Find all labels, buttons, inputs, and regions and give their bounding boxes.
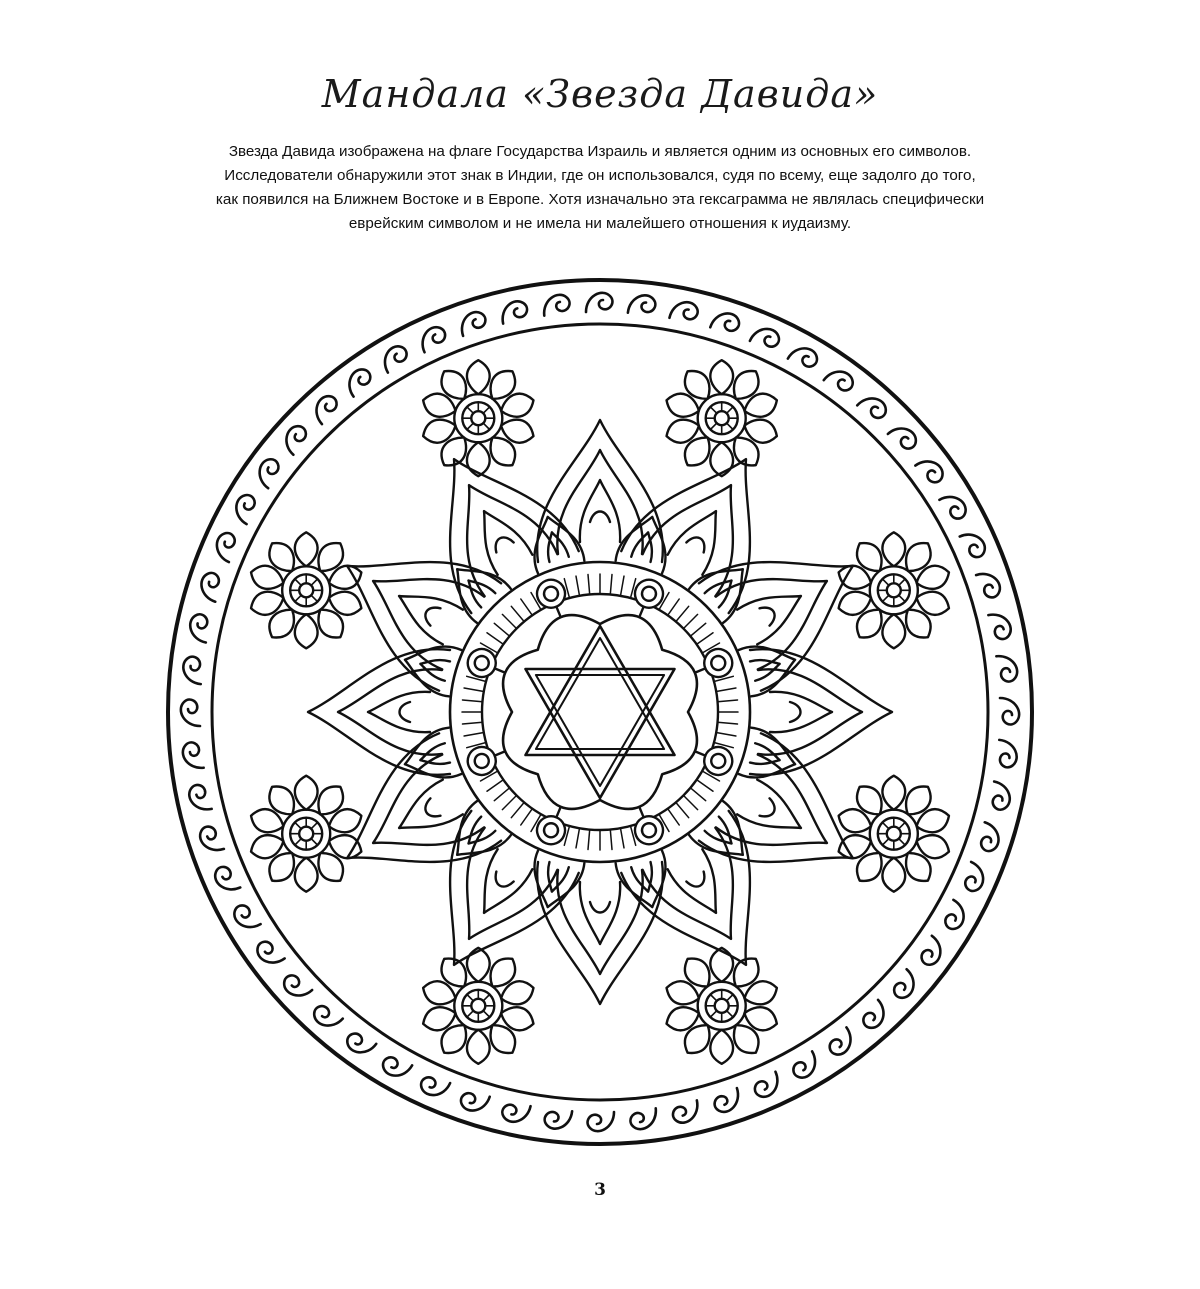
flower-icon <box>420 360 537 476</box>
wave-scroll-icon <box>857 391 889 423</box>
wave-scroll-icon <box>997 740 1019 768</box>
wave-scroll-icon <box>279 422 311 454</box>
wave-scroll-icon <box>669 299 699 323</box>
flower-icon <box>663 948 780 1064</box>
intro-line: Звезда Давида изображена на флаге Государства Израиль и является одним из основных его символов. <box>228 143 972 160</box>
wave-scroll-icon <box>310 1001 342 1033</box>
inner-ornament-ring <box>450 562 750 862</box>
wave-scroll-icon <box>751 1072 783 1100</box>
ring-tick <box>718 700 738 702</box>
ring-tick <box>502 795 516 809</box>
wave-scroll-icon <box>996 654 1018 682</box>
intro-line: Исследователи обнаружили этот знак в Индии, где он использовался, судя по всему, еще задолго до того, <box>224 167 976 184</box>
wave-scroll-icon <box>977 822 1003 853</box>
ring-tick <box>521 599 533 615</box>
wave-scroll-icon <box>629 1108 657 1130</box>
ring-tick <box>588 830 590 850</box>
wave-scroll-icon <box>976 569 1002 600</box>
ring-tick <box>511 606 524 621</box>
ring-tick <box>683 795 697 809</box>
wave-scroll-icon <box>418 1072 450 1100</box>
ring-tick <box>494 623 509 636</box>
flower-icon <box>835 532 952 648</box>
ring-tick <box>487 633 503 645</box>
wave-scroll-icon <box>940 900 970 932</box>
flower-icon <box>248 776 365 892</box>
wave-scroll-icon <box>544 1109 572 1131</box>
wave-scroll-icon <box>916 936 947 969</box>
wave-scroll-icon <box>198 824 224 855</box>
page-number: 3 <box>594 1180 606 1200</box>
ring-tick <box>576 576 580 596</box>
wave-scroll-icon <box>181 700 200 726</box>
intro-text <box>80 140 1120 236</box>
wave-scroll-icon <box>378 343 410 373</box>
flower-icon <box>835 776 952 892</box>
wave-scroll-icon <box>628 294 656 316</box>
ring-tick <box>676 606 689 621</box>
wave-scroll-icon <box>671 1100 701 1124</box>
wave-scroll-icon <box>499 299 529 323</box>
wave-scroll-icon <box>211 530 239 562</box>
wave-scroll-icon <box>212 863 240 895</box>
ring-tick <box>716 733 736 737</box>
ring-tick <box>697 780 713 792</box>
wave-scroll-icon <box>989 781 1013 811</box>
wave-scroll-icon <box>988 611 1012 641</box>
ring-tick <box>690 788 705 801</box>
ring-tick <box>718 722 738 724</box>
flower-icon <box>248 532 365 648</box>
wave-scroll-icon <box>417 324 449 352</box>
wave-scroll-icon <box>788 342 820 372</box>
wave-scroll-icon <box>187 613 211 643</box>
wave-scroll-icon <box>889 969 921 1001</box>
wave-scroll-icon <box>182 741 204 769</box>
wave-scroll-icon <box>459 1089 490 1115</box>
wave-scroll-icon <box>380 1052 412 1082</box>
ring-tick <box>668 809 680 825</box>
ring-tick <box>464 733 484 737</box>
ring-tick <box>463 722 483 724</box>
ring-tick <box>668 599 680 615</box>
wave-scroll-icon <box>825 1027 858 1058</box>
ring-tick <box>487 780 503 792</box>
ring-tick <box>610 575 612 595</box>
flower-icon <box>663 360 780 476</box>
wave-scroll-icon <box>588 1112 614 1131</box>
ring-tick <box>463 700 483 702</box>
ring-tick <box>621 576 625 596</box>
wave-scroll-icon <box>280 970 312 1002</box>
wave-scroll-icon <box>750 323 782 351</box>
intro-line: как появился на Ближнем Востоке и в Европе. Хотя изначально эта гексаграмма не являлась специфически <box>215 191 985 208</box>
flower-icon <box>420 948 537 1064</box>
ring-tick <box>521 809 533 825</box>
ring-tick <box>690 623 705 636</box>
wave-scroll-icon <box>230 492 260 524</box>
wave-scroll-icon <box>197 571 223 602</box>
wave-scroll-icon <box>888 421 920 453</box>
wave-scroll-icon <box>710 309 741 335</box>
ring-tick <box>610 830 612 850</box>
petal <box>750 649 892 775</box>
wave-scroll-icon <box>231 901 261 933</box>
ring-tick <box>511 802 524 817</box>
intro-line: еврейским символом и не имела ни малейшего отношения к иудаизму. <box>348 215 852 232</box>
wave-scroll-icon <box>789 1051 821 1081</box>
petal <box>537 862 663 1004</box>
wave-scroll-icon <box>960 529 988 561</box>
wave-scroll-icon <box>457 310 488 336</box>
wave-scroll-icon <box>344 1028 377 1059</box>
wave-scroll-icon <box>824 365 857 396</box>
ring-tick <box>621 828 625 848</box>
ring-tick <box>502 614 516 628</box>
wave-scroll-icon <box>253 456 284 489</box>
mandala-illustration <box>150 262 1050 1162</box>
ring-tick <box>588 575 590 595</box>
wave-scroll-icon <box>254 937 285 970</box>
wave-scroll-icon <box>182 656 204 684</box>
wave-scroll-icon <box>542 294 570 316</box>
wave-scroll-icon <box>960 862 988 894</box>
wave-scroll-icon <box>586 293 612 312</box>
ring-tick <box>494 788 509 801</box>
ring-tick <box>576 828 580 848</box>
petal <box>537 420 663 562</box>
page-title: Мандала «Звезда Давида» <box>321 72 879 116</box>
wave-scroll-icon <box>915 454 946 487</box>
wave-scroll-icon <box>858 1000 890 1032</box>
ring-tick <box>683 614 697 628</box>
wave-scroll-icon <box>342 366 375 397</box>
ring-tick <box>697 633 713 645</box>
ring-tick <box>676 802 689 817</box>
inner-scallop <box>503 615 697 809</box>
ring-tick <box>464 688 484 692</box>
wave-scroll-icon <box>712 1088 743 1114</box>
wave-scroll-icon <box>501 1101 531 1125</box>
wave-scroll-icon <box>1000 698 1019 724</box>
wave-scroll-icon <box>939 490 969 522</box>
ring-tick <box>716 688 736 692</box>
wave-scroll-icon <box>309 392 341 424</box>
wave-scroll-icon <box>187 783 211 813</box>
petal <box>308 649 450 775</box>
